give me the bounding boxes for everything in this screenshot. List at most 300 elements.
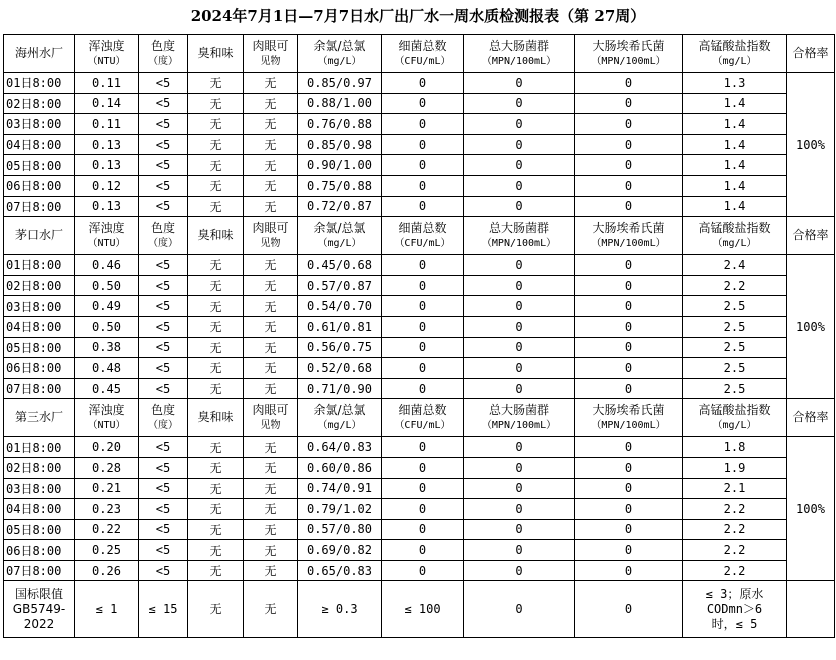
column-header-line1: 细菌总数 — [398, 402, 447, 417]
column-header-line1: 高锰酸盐指数 — [698, 402, 771, 417]
column-header-line1: 合格率 — [792, 410, 829, 425]
table-cell: 无 — [244, 93, 298, 114]
pass-rate: 100% — [787, 73, 835, 217]
column-header-line1: 大肠埃希氏菌 — [592, 38, 665, 53]
sample-time: 07日8:00 — [4, 560, 75, 581]
table-cell: 0 — [382, 358, 464, 379]
sample-time: 06日8:00 — [4, 358, 75, 379]
sample-time: 02日8:00 — [4, 275, 75, 296]
column-header-line1: 肉眼可 — [252, 220, 289, 235]
table-cell: 无 — [188, 540, 244, 561]
table-cell: 0 — [575, 114, 683, 135]
table-cell: 0 — [575, 457, 683, 478]
sample-time: 03日8:00 — [4, 114, 75, 135]
column-header-line2: （CFU/mL） — [394, 55, 451, 67]
column-header — [298, 399, 382, 437]
table-cell: 0 — [464, 155, 575, 176]
table-cell: 无 — [188, 114, 244, 135]
table-cell: 0 — [464, 73, 575, 94]
table-cell: 0.50 — [75, 316, 139, 337]
table-cell: 0.13 — [75, 155, 139, 176]
column-header — [787, 217, 835, 255]
plant-name: 第三水厂 — [4, 399, 75, 437]
table-cell: 0 — [382, 378, 464, 399]
column-header — [188, 217, 244, 255]
table-cell: 无 — [188, 437, 244, 458]
table-cell: 0.11 — [75, 114, 139, 135]
column-header-line2: （NTU） — [87, 237, 126, 249]
table-cell: <5 — [139, 316, 188, 337]
table-cell: 0 — [464, 114, 575, 135]
table-cell: 无 — [244, 478, 298, 499]
table-cell: 1.4 — [683, 114, 787, 135]
table-row — [4, 457, 835, 478]
table-cell: <5 — [139, 73, 188, 94]
column-header-line2: （mg/L） — [317, 237, 362, 249]
table-cell: 0.74/0.91 — [298, 478, 382, 499]
table-row — [4, 560, 835, 581]
table-cell: <5 — [139, 93, 188, 114]
column-header-line2: （CFU/mL） — [394, 419, 451, 431]
table-cell: 0 — [575, 155, 683, 176]
column-header — [683, 35, 787, 73]
table-row — [4, 93, 835, 114]
limit-value: 无 — [244, 581, 298, 638]
table-cell: 0.88/1.00 — [298, 93, 382, 114]
table-cell: 0 — [382, 540, 464, 561]
column-header-line1: 总大肠菌群 — [488, 402, 549, 417]
table-cell: 2.4 — [683, 255, 787, 276]
table-cell: 0.85/0.98 — [298, 134, 382, 155]
table-cell: 0 — [464, 255, 575, 276]
table-cell: <5 — [139, 478, 188, 499]
table-cell: 0 — [382, 437, 464, 458]
table-cell: 0.26 — [75, 560, 139, 581]
column-header — [683, 217, 787, 255]
column-header-line1: 高锰酸盐指数 — [698, 38, 771, 53]
table-cell: 0.49 — [75, 296, 139, 317]
column-header-line1: 余氯/总氯 — [313, 38, 366, 53]
table-row — [4, 540, 835, 561]
column-header-line1: 高锰酸盐指数 — [698, 220, 771, 235]
table-cell: 0 — [464, 316, 575, 337]
table-cell: 0 — [382, 134, 464, 155]
column-header-line2: （NTU） — [87, 55, 126, 67]
table-cell: 0.72/0.87 — [298, 196, 382, 217]
sample-time: 04日8:00 — [4, 499, 75, 520]
table-cell: 0 — [464, 134, 575, 155]
column-header — [464, 217, 575, 255]
table-cell: 1.3 — [683, 73, 787, 94]
column-header-line1: 浑浊度 — [88, 38, 125, 53]
table-cell: 0 — [382, 155, 464, 176]
table-cell: 无 — [244, 196, 298, 217]
column-header — [575, 35, 683, 73]
column-header-line1: 色度 — [150, 220, 175, 235]
table-cell: 0 — [464, 275, 575, 296]
table-cell: 0.48 — [75, 358, 139, 379]
table-cell: <5 — [139, 499, 188, 520]
table-cell: 2.2 — [683, 560, 787, 581]
table-row — [4, 437, 835, 458]
table-cell: 2.1 — [683, 478, 787, 499]
table-cell: 无 — [188, 175, 244, 196]
standard-label-line: 国标限值 — [14, 586, 63, 601]
table-row — [4, 114, 835, 135]
table-cell: 0.45 — [75, 378, 139, 399]
column-header-line1: 浑浊度 — [88, 402, 125, 417]
table-cell: 无 — [244, 134, 298, 155]
table-cell: 无 — [188, 519, 244, 540]
column-header — [382, 399, 464, 437]
table-cell: <5 — [139, 134, 188, 155]
table-cell: <5 — [139, 114, 188, 135]
table-cell: 0 — [382, 275, 464, 296]
table-cell: 2.2 — [683, 519, 787, 540]
limit-value: ≤ 1 — [75, 581, 139, 638]
column-header-line1: 色度 — [150, 38, 175, 53]
column-header-line1: 肉眼可 — [252, 38, 289, 53]
column-header-line2: 见物 — [260, 55, 281, 67]
column-header — [139, 399, 188, 437]
table-cell: 0.56/0.75 — [298, 337, 382, 358]
column-header — [75, 399, 139, 437]
table-cell: 无 — [244, 499, 298, 520]
column-header-line2: （mg/L） — [317, 419, 362, 431]
sample-time: 02日8:00 — [4, 457, 75, 478]
table-cell: 0.38 — [75, 337, 139, 358]
limit-permanganate-line: ≤ 3；原水 — [705, 586, 764, 601]
limit-permanganate-line: 时，≤ 5 — [711, 616, 758, 631]
column-header — [244, 217, 298, 255]
plant-name: 海州水厂 — [4, 35, 75, 73]
column-header-line1: 色度 — [150, 402, 175, 417]
table-cell: 2.2 — [683, 275, 787, 296]
table-cell: 无 — [244, 560, 298, 581]
sample-time: 04日8:00 — [4, 316, 75, 337]
table-row — [4, 378, 835, 399]
table-cell: 无 — [188, 275, 244, 296]
table-cell: 0.28 — [75, 457, 139, 478]
table-cell: 1.4 — [683, 134, 787, 155]
column-header-line1: 余氯/总氯 — [313, 402, 366, 417]
table-cell: 0.64/0.83 — [298, 437, 382, 458]
column-header-line2: （MPN/100mL） — [481, 419, 557, 431]
table-cell: 0 — [382, 316, 464, 337]
table-row — [4, 499, 835, 520]
table-cell: 0 — [382, 499, 464, 520]
table-row — [4, 519, 835, 540]
table-cell: 2.5 — [683, 337, 787, 358]
table-cell: <5 — [139, 175, 188, 196]
table-cell: 0 — [575, 437, 683, 458]
table-cell: 无 — [244, 316, 298, 337]
table-cell: 0 — [382, 196, 464, 217]
sample-time: 05日8:00 — [4, 155, 75, 176]
table-row — [4, 296, 835, 317]
table-body — [4, 35, 835, 638]
sample-time: 05日8:00 — [4, 337, 75, 358]
table-cell: 无 — [188, 296, 244, 317]
table-cell: 无 — [244, 540, 298, 561]
table-cell: 0.13 — [75, 196, 139, 217]
table-cell: 0 — [382, 478, 464, 499]
sample-time: 03日8:00 — [4, 478, 75, 499]
table-row — [4, 175, 835, 196]
table-cell: 无 — [244, 73, 298, 94]
table-cell: 无 — [244, 378, 298, 399]
table-cell: 0.25 — [75, 540, 139, 561]
column-header-line2: （mg/L） — [712, 237, 757, 249]
column-header-line2: （mg/L） — [317, 55, 362, 67]
column-header — [382, 217, 464, 255]
column-header — [75, 217, 139, 255]
table-cell: 0.57/0.80 — [298, 519, 382, 540]
table-cell: 无 — [188, 73, 244, 94]
table-cell: 2.5 — [683, 378, 787, 399]
table-cell: 0.71/0.90 — [298, 378, 382, 399]
sample-time: 01日8:00 — [4, 73, 75, 94]
column-header — [787, 35, 835, 73]
limit-value: ≥ 0.3 — [298, 581, 382, 638]
table-cell: 0 — [464, 560, 575, 581]
column-header-line2: 见物 — [260, 237, 281, 249]
column-header-line1: 总大肠菌群 — [488, 220, 549, 235]
table-cell: 0 — [382, 73, 464, 94]
table-cell: 无 — [188, 316, 244, 337]
table-cell: 0 — [464, 499, 575, 520]
table-cell: 0 — [575, 560, 683, 581]
column-header-line2: 见物 — [260, 419, 281, 431]
table-cell: 0.60/0.86 — [298, 457, 382, 478]
table-row — [4, 275, 835, 296]
column-header — [139, 35, 188, 73]
table-cell: 0.14 — [75, 93, 139, 114]
table-cell: 无 — [244, 255, 298, 276]
limit-value: 0 — [575, 581, 683, 638]
table-cell: 0 — [575, 134, 683, 155]
table-cell: 0.11 — [75, 73, 139, 94]
table-cell: 0.23 — [75, 499, 139, 520]
table-cell: 0 — [464, 93, 575, 114]
table-cell: 0.50 — [75, 275, 139, 296]
column-header-line2: （度） — [148, 55, 178, 67]
column-header — [139, 217, 188, 255]
table-cell: <5 — [139, 540, 188, 561]
column-header — [464, 399, 575, 437]
table-cell: 无 — [188, 499, 244, 520]
table-cell: 2.2 — [683, 540, 787, 561]
table-cell: 0 — [575, 378, 683, 399]
table-cell: 0 — [464, 296, 575, 317]
column-header-line2: （度） — [148, 419, 178, 431]
table-cell: 0.13 — [75, 134, 139, 155]
column-header-line1: 合格率 — [792, 228, 829, 243]
sample-time: 04日8:00 — [4, 134, 75, 155]
table-cell: 0 — [575, 540, 683, 561]
column-header-line2: （MPN/100mL） — [481, 55, 557, 67]
column-header — [244, 35, 298, 73]
table-cell: 0.90/1.00 — [298, 155, 382, 176]
table-cell: 0 — [575, 519, 683, 540]
table-cell: 无 — [244, 457, 298, 478]
table-cell: 2.5 — [683, 296, 787, 317]
table-cell: 0 — [464, 196, 575, 217]
sample-time: 07日8:00 — [4, 378, 75, 399]
table-cell: 0.76/0.88 — [298, 114, 382, 135]
column-header — [188, 35, 244, 73]
table-cell: 0 — [575, 478, 683, 499]
table-cell: <5 — [139, 337, 188, 358]
table-cell: 0 — [575, 358, 683, 379]
table-cell: 0.54/0.70 — [298, 296, 382, 317]
table-cell: 无 — [244, 114, 298, 135]
table-cell: 0 — [464, 378, 575, 399]
table-cell: 0.69/0.82 — [298, 540, 382, 561]
column-header-line2: （MPN/100mL） — [591, 419, 666, 431]
table-cell: 无 — [188, 196, 244, 217]
limit-value: 0 — [464, 581, 575, 638]
column-header — [298, 217, 382, 255]
table-cell: 无 — [188, 93, 244, 114]
column-header-line2: （MPN/100mL） — [591, 55, 666, 67]
table-cell: 0 — [575, 73, 683, 94]
table-cell: <5 — [139, 275, 188, 296]
column-header-line2: （NTU） — [87, 419, 126, 431]
table-cell: 2.5 — [683, 358, 787, 379]
table-cell: 0 — [575, 275, 683, 296]
sample-time: 05日8:00 — [4, 519, 75, 540]
table-cell: 1.9 — [683, 457, 787, 478]
table-cell: 0 — [464, 175, 575, 196]
table-cell: 0 — [575, 296, 683, 317]
table-cell: 2.2 — [683, 499, 787, 520]
table-cell: 0 — [382, 93, 464, 114]
sample-time: 06日8:00 — [4, 540, 75, 561]
column-header-line1: 臭和味 — [197, 410, 234, 425]
table-cell: 0 — [464, 337, 575, 358]
table-cell: <5 — [139, 155, 188, 176]
report-title: 2024年7月1日—7月7日水厂出厂水一周水质检测报表（第 27周） — [190, 7, 646, 25]
table-cell: 0 — [575, 93, 683, 114]
table-cell: 0.46 — [75, 255, 139, 276]
table-cell: 1.4 — [683, 155, 787, 176]
limit-rate-empty — [787, 581, 835, 638]
table-cell: 无 — [188, 337, 244, 358]
column-header-line2: （MPN/100mL） — [481, 237, 557, 249]
column-header-line1: 大肠埃希氏菌 — [592, 220, 665, 235]
table-cell: 无 — [188, 358, 244, 379]
table-cell: 0.21 — [75, 478, 139, 499]
table-row — [4, 196, 835, 217]
sample-time: 03日8:00 — [4, 296, 75, 317]
table-cell: 无 — [188, 155, 244, 176]
column-header-line2: （CFU/mL） — [394, 237, 451, 249]
table-cell: 1.8 — [683, 437, 787, 458]
table-row — [4, 358, 835, 379]
plant-header-row — [4, 217, 835, 255]
standard-limits-row — [4, 581, 835, 638]
table-cell: 0.22 — [75, 519, 139, 540]
table-cell: 0 — [382, 457, 464, 478]
table-cell: 0 — [464, 540, 575, 561]
table-cell: 0 — [575, 196, 683, 217]
column-header — [382, 35, 464, 73]
table-cell: 0 — [464, 437, 575, 458]
table-cell: 0.61/0.81 — [298, 316, 382, 337]
table-cell: 0 — [575, 337, 683, 358]
sample-time: 06日8:00 — [4, 175, 75, 196]
table-cell: 0 — [382, 560, 464, 581]
table-cell: 0.65/0.83 — [298, 560, 382, 581]
column-header-line1: 大肠埃希氏菌 — [592, 402, 665, 417]
column-header — [244, 399, 298, 437]
table-cell: 无 — [244, 175, 298, 196]
standard-label — [4, 581, 75, 638]
column-header — [75, 35, 139, 73]
table-row — [4, 255, 835, 276]
column-header-line1: 细菌总数 — [398, 38, 447, 53]
column-header-line1: 总大肠菌群 — [488, 38, 549, 53]
table-cell: 0 — [464, 478, 575, 499]
column-header-line1: 细菌总数 — [398, 220, 447, 235]
column-header-line2: （MPN/100mL） — [591, 237, 666, 249]
table-cell: 0.85/0.97 — [298, 73, 382, 94]
table-cell: 无 — [244, 155, 298, 176]
column-header — [188, 399, 244, 437]
limit-permanganate-line: CODmn＞6 — [706, 601, 763, 616]
table-row — [4, 478, 835, 499]
column-header-line1: 肉眼可 — [252, 402, 289, 417]
table-cell: 无 — [188, 378, 244, 399]
table-cell: <5 — [139, 457, 188, 478]
table-cell: 无 — [244, 337, 298, 358]
table-cell: <5 — [139, 358, 188, 379]
plant-header-row — [4, 35, 835, 73]
table-cell: 0 — [464, 358, 575, 379]
table-row — [4, 337, 835, 358]
table-cell: 0 — [464, 519, 575, 540]
pass-rate: 100% — [787, 255, 835, 399]
pass-rate: 100% — [787, 437, 835, 581]
table-cell: 无 — [244, 296, 298, 317]
table-cell: 0 — [382, 337, 464, 358]
column-header — [575, 217, 683, 255]
column-header-line1: 臭和味 — [197, 46, 234, 60]
table-cell: <5 — [139, 437, 188, 458]
column-header-line2: （mg/L） — [712, 55, 757, 67]
table-cell: 0 — [575, 316, 683, 337]
table-row — [4, 134, 835, 155]
table-cell: 无 — [244, 275, 298, 296]
table-cell: 0 — [382, 519, 464, 540]
table-cell: 1.4 — [683, 93, 787, 114]
table-cell: <5 — [139, 560, 188, 581]
table-row — [4, 155, 835, 176]
table-cell: 0.57/0.87 — [298, 275, 382, 296]
sample-time: 07日8:00 — [4, 196, 75, 217]
table-cell: 无 — [244, 358, 298, 379]
table-row — [4, 73, 835, 94]
standard-label-line: GB5749- — [12, 601, 66, 616]
standard-label-line: 2022 — [23, 616, 55, 631]
table-cell: 2.5 — [683, 316, 787, 337]
limit-value: ≤ 100 — [382, 581, 464, 638]
table-cell: <5 — [139, 378, 188, 399]
sample-time: 01日8:00 — [4, 255, 75, 276]
table-cell: 0 — [382, 114, 464, 135]
table-cell: <5 — [139, 196, 188, 217]
